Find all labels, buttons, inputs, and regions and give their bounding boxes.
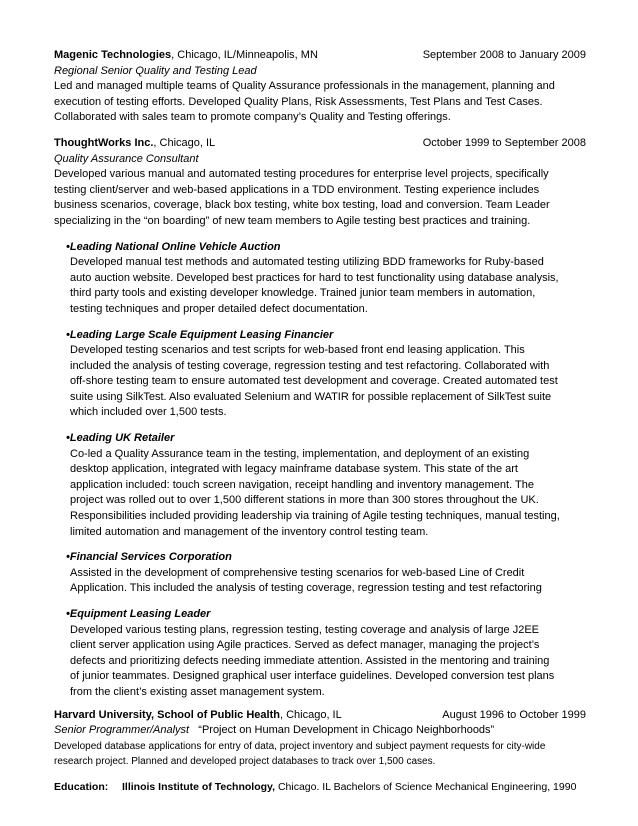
job-location: , Chicago, IL — [279, 708, 342, 721]
description-line: Developed testing scenarios and test scripts for web-based front end leasing application. This — [70, 344, 525, 357]
description-line: execution of testing efforts. Developed Quality Plans, Risk Assessments, Test Plans and Test Cases. — [54, 95, 543, 108]
company-name: ThoughtWorks Inc. — [54, 136, 154, 149]
project-description — [70, 255, 586, 317]
description-line: testing techniques and proper detailed defect documentation. — [70, 302, 368, 315]
job-role: Regional Senior Quality and Testing Lead — [54, 64, 257, 77]
project-block — [66, 431, 586, 540]
job-header — [54, 136, 586, 152]
description-line: which included over 1,500 tests. — [70, 406, 227, 419]
education-label: Education: — [54, 780, 109, 793]
description-line: Application. This included the analysis of testing coverage, regression testing and test refactoring — [70, 582, 542, 595]
description-line: Assisted in the development of comprehensive testing scenarios for web-based Line of Credit — [70, 566, 525, 579]
description-line: limited automation and management of the inventory control testing team. — [70, 525, 429, 538]
job-dates: September 2008 to January 2009 — [422, 49, 586, 61]
job-description — [54, 79, 586, 126]
education-detail: Chicago. IL Bachelors of Science Mechanical Engineering, 1990 — [275, 780, 577, 793]
job-header — [54, 708, 586, 724]
project-block — [66, 240, 586, 318]
description-line: testing client/server and web-based applications in a TDD environment. Testing experience includes — [54, 183, 540, 196]
job-dates: August 1996 to October 1999 — [442, 708, 586, 721]
project-heading: •Leading UK Retailer — [66, 432, 175, 445]
description-line: Led and managed multiple teams of Quality Assurance professionals in the management, planning and — [54, 80, 555, 93]
description-line: Developed manual test methods and automated testing utilizing BDD frameworks for Ruby-based — [70, 256, 544, 269]
education-row — [54, 780, 586, 795]
project-description — [70, 447, 586, 541]
description-line: included the analysis of testing coverage, regression testing and test refactoring. Collaborated with — [70, 359, 550, 372]
description-line: specializing in the “on boarding” of new team members to Agile testing best practices and training. — [54, 214, 531, 227]
job-role-line — [54, 723, 586, 739]
education-institution: Illinois Institute of Technology, — [122, 780, 276, 793]
project-title: “Project on Human Development in Chicago Neighborhoods” — [198, 724, 495, 737]
project-heading: •Leading Large Scale Equipment Leasing Financier — [66, 328, 334, 341]
company-name: Harvard University, School of Public Health — [54, 708, 280, 721]
description-line: auto auction website. Developed best practices for hard to test functionality using database analysis, — [70, 271, 559, 284]
description-line: client server application using Agile practices. Served as defect manager, managing the project’s — [70, 639, 540, 652]
description-line: third party tools and existing developer knowledge. Trained junior team members in automation, — [70, 287, 536, 300]
description-line: research project. Planned and developed project databases to track over 1,500 cases. — [54, 756, 436, 768]
company-name: Magenic Technologies — [54, 49, 172, 61]
job-dates: October 1999 to September 2008 — [422, 136, 586, 149]
description-line: suite using SilkTest. Also evaluated Selenium and WATIR for possible replacement of SilkTest suite — [70, 390, 552, 403]
project-heading: •Leading National Online Vehicle Auction — [66, 240, 281, 253]
project-description — [70, 566, 586, 597]
project-heading: •Financial Services Corporation — [66, 551, 232, 564]
description-line: Co-led a Quality Assurance team in the testing, implementation, and deployment of an existing — [70, 447, 530, 460]
description-line: Developed various testing plans, regression testing, testing coverage and analysis of large J2EE — [70, 623, 539, 636]
job-location: , Chicago, IL/Minneapolis, MN — [171, 49, 318, 61]
project-block — [66, 607, 586, 701]
project-description — [70, 623, 586, 701]
job-description — [54, 739, 586, 770]
job-header — [54, 48, 586, 64]
description-line: of junior teammates. Designed graphical user interface guidelines. Developed conversion test plans — [70, 670, 555, 683]
job-role: Quality Assurance Consultant — [54, 152, 199, 165]
project-block — [66, 550, 586, 597]
description-line: desktop application, integrated with legacy mainframe database system. This state of the art — [70, 463, 518, 476]
description-line: application included: touch screen navigation, receipt handling and inventory management. The — [70, 478, 534, 491]
project-heading: •Equipment Leasing Leader — [66, 608, 211, 620]
description-line: Collaborated with sales team to promote company’s Quality and Testing offerings. — [54, 111, 451, 124]
description-line: Responsibilities included providing leadership via training of Agile testing techniques, manual testing, — [70, 510, 560, 523]
project-description — [70, 343, 586, 421]
job-location: , Chicago, IL — [153, 136, 216, 149]
description-line: project was rolled out to over 1,500 different stations in more than 300 stores throughout the UK. — [70, 494, 539, 507]
description-line: Developed database applications for entry of data, project inventory and subject payment requests for city-wide — [54, 740, 546, 752]
job-role: Senior Programmer/Analyst — [54, 724, 190, 737]
description-line: Developed various manual and automated testing procedures for enterprise level projects, specifically — [54, 168, 549, 181]
description-line: off-shore testing team to ensure automated test development and coverage. Created automated test — [70, 375, 558, 388]
project-block — [66, 328, 586, 422]
job-description — [54, 167, 586, 229]
description-line: business scenarios, coverage, black box testing, white box testing, load and conversion. Team Leader — [54, 199, 550, 212]
resume-page — [54, 48, 586, 795]
description-line: from the client’s existing asset management system. — [70, 685, 325, 698]
description-line: defects and prioritizing defects needing immediate attention. Assisted in the mentoring and training — [70, 654, 550, 667]
